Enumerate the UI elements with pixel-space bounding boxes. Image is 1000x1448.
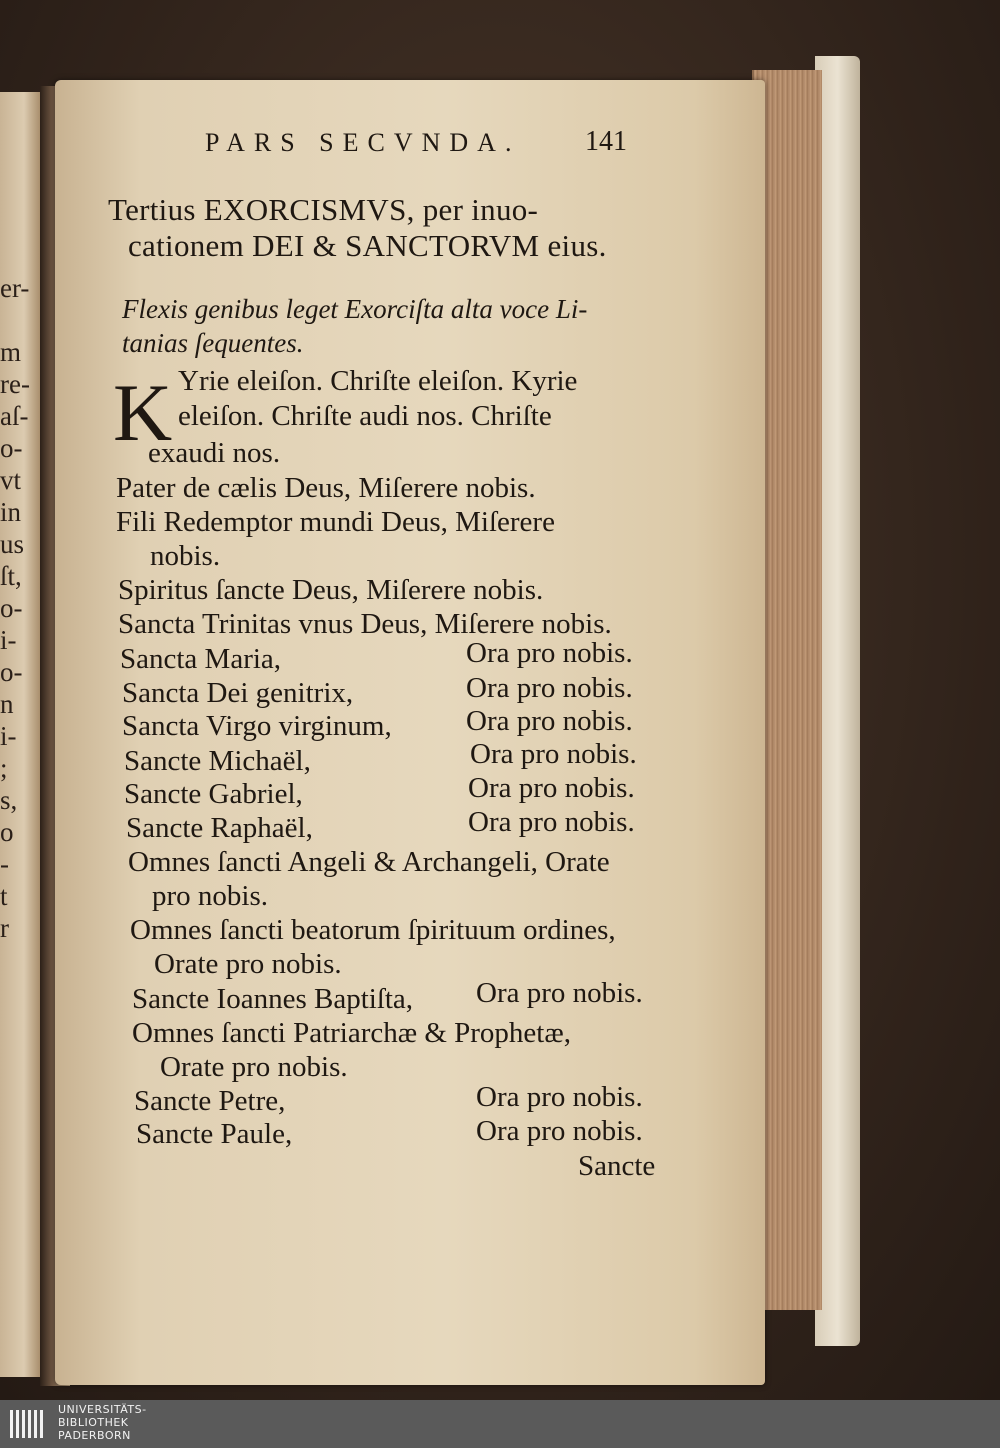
fragment: o- [0,433,23,463]
invocation-response: Ora pro nobis. [468,806,635,838]
invocation-response: Ora pro nobis. [468,772,635,804]
invocation-name: Sancta Maria, [120,643,282,675]
drop-capital: K [113,367,173,458]
kyrie-line-1: Yrie eleiſon. Chriſte eleiſon. Kyrie [178,365,578,397]
fragment: o- [0,593,23,623]
kyrie-line-2: eleiſon. Chriſte audi nos. Chriſte [178,400,552,432]
pater-invocation: Pater de cælis Deus, Miſerere nobis. [116,472,536,504]
fragment: o- [0,657,23,687]
invocation-name: Sancte Paule, [136,1118,293,1150]
library-name-line-2: BIBLIOTHEK [58,1416,129,1429]
invocation-name: Sancte Raphaël, [126,812,313,844]
baptista-invocation: Sancte Ioannes Baptiſta, [132,983,414,1015]
fragment: ſt, [0,561,22,591]
invocation-response: Ora pro nobis. [476,977,643,1009]
fragment: us [0,529,25,559]
fragment: vt [0,465,22,495]
fragment: i- [0,721,17,751]
spiritus-invocation: Spiritus ſancte Deus, Miſerere nobis. [118,574,544,606]
fragment: s, [0,785,18,815]
invocation-name: Sancte Michaël, [124,745,311,777]
patriarchae-invocation-line-1: Omnes ſancti Patriarchæ & Prophetæ, [132,1017,571,1049]
fragment: n [0,689,14,719]
section-heading-line-1: Tertius EXORCISMVS, per inuo- [108,192,539,227]
fragment: re- [0,369,30,399]
library-footer [0,1400,1000,1448]
section-heading-line-2: cationem DEI & SANCTORVM eius. [128,228,607,263]
ordines-invocation-line-2: Orate pro nobis. [154,948,342,980]
invocation-response: Ora pro nobis. [466,637,633,669]
invocation-response: Ora pro nobis. [476,1115,643,1147]
angeli-invocation-line-2: pro nobis. [152,880,268,912]
invocation-name: Sancte Gabriel, [124,778,303,810]
fragment: aſ- [0,401,29,431]
fragment: er- [0,273,30,303]
library-logo-icon [8,1406,48,1442]
fragment: t [0,881,8,911]
angeli-invocation-line-1: Omnes ſancti Angeli & Archangeli, Orate [128,846,610,878]
fragment: ; [0,753,8,783]
fragment: o [0,817,14,847]
invocation-response: Ora pro nobis. [476,1081,643,1113]
library-name-line-3: PADERBORN [58,1429,131,1442]
library-name-line-1: UNIVERSITÄTS- [58,1403,147,1416]
invocation-name: Sancta Virgo virginum, [122,710,392,742]
rubric-line-1: Flexis genibus leget Exorciſta alta voce Li- [122,294,588,324]
fragment: in [0,497,22,527]
fragment: r [0,913,9,943]
invocation-response: Ora pro nobis. [470,738,637,770]
kyrie-line-3: exaudi nos. [148,437,281,469]
running-title: PARS SECVNDA. [205,128,521,157]
patriarchae-invocation-line-2: Orate pro nobis. [160,1051,348,1083]
invocation-response: Ora pro nobis. [466,705,633,737]
fragment: - [0,849,9,879]
rubric-line-2: tanias ſequentes. [122,328,304,358]
fili-invocation-line-2: nobis. [150,540,221,572]
ordines-invocation-line-1: Omnes ſancti beatorum ſpirituum ordines, [130,914,616,946]
library-name [58,1403,147,1442]
catchword: Sancte [578,1150,656,1182]
page-number: 141 [585,126,627,157]
fili-invocation-line-1: Fili Redemptor mundi Deus, Miſerere [116,506,555,538]
invocation-response: Ora pro nobis. [466,672,633,704]
invocation-name: Sancte Petre, [134,1085,286,1117]
fragment: m [0,337,22,367]
fragment: i- [0,625,17,655]
invocation-name: Sancta Dei genitrix, [122,677,354,709]
trinitas-invocation: Sancta Trinitas vnus Deus, Miſerere nobis. [118,608,612,640]
